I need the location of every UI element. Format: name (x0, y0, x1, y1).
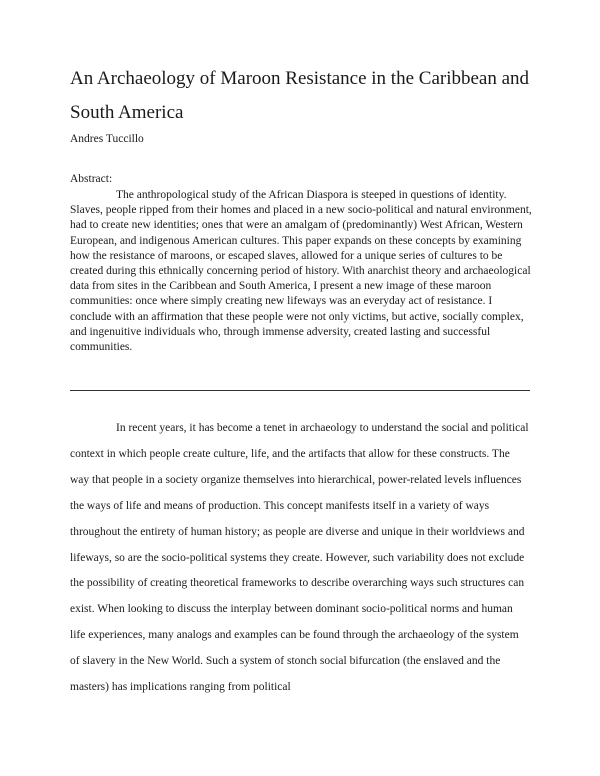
abstract-text: The anthropological study of the African Diaspora is steeped in questions of identity. Slaves, people ripped from their homes and placed in a new socio-political and natural environment, had to create new identities; ones that were an amalgam of (predominantly) West African, Western European, and indigenous American cultures. This paper expands on these concepts by examining how the resistance of maroons, or escaped slaves, allowed for a unique series of cultures to be created during this ethnically concerning period of history. With anarchist theory and archaeological data from sites in the Caribbean and South America, I present a new image of these maroon communities: once where simply creating new lifeways was an everyday act of resistance. I conclude with an affirmation that these people were not only victims, but active, socially complex, and ingenuitive individuals who, through immense adversity, created lasting and successful communities. (70, 189, 532, 354)
abstract-label: Abstract: (70, 173, 113, 185)
document-title: An Archaeology of Maroon Resistance in the Caribbean and South America (70, 68, 530, 123)
body-paragraph: In recent years, it has become a tenet in archaeology to understand the social and political context in which people create culture, life, and the artifacts that allow for these constructs. The way that people in a society organize themselves into hierarchical, power-related levels influences the ways of life and means of production. This concept manifests itself in a variety of ways throughout the entirety of human history; as people are diverse and unique in their worldviews and lifeways, so are the socio-political systems they create. However, such variability does not exclude the possibility of creating theoretical frameworks to describe overarching ways such structures can exist. When looking to discuss the interplay between dominant socio-political norms and human life experiences, many analogs and examples can be found through the archaeology of the system of slavery in the New World. Such a system of stonch social bifurcation (the enslaved and the masters) has implications ranging from political (70, 422, 529, 694)
section-divider (70, 390, 530, 391)
author-name: Andres Tuccillo (70, 133, 144, 145)
